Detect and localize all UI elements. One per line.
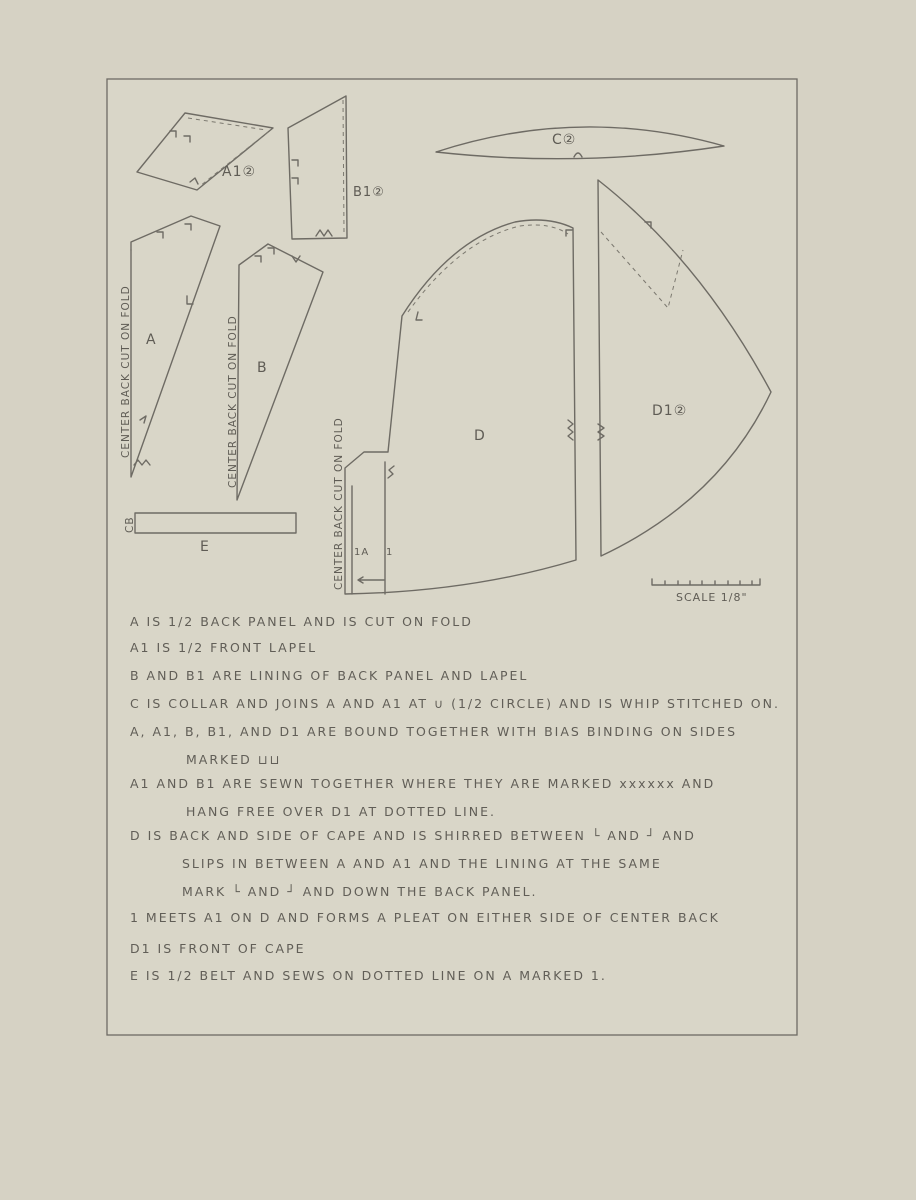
note-line-5: A, A1, B, B1, AND D1 ARE BOUND TOGETHER WITH BIAS BINDING ON SIDES: [130, 724, 737, 739]
note-line-4: C IS COLLAR AND JOINS A AND A1 AT ∪ (1/2 CIRCLE) AND IS WHIP STITCHED ON.: [130, 696, 780, 711]
note-line-10: SLIPS IN BETWEEN A AND A1 AND THE LINING AT THE SAME: [182, 856, 662, 871]
note-line-1: A IS 1/2 BACK PANEL AND IS CUT ON FOLD: [130, 614, 473, 629]
scale-label: SCALE 1/8": [676, 591, 748, 604]
piece-d1-label: D1②: [652, 403, 688, 419]
piece-b-label: B: [257, 360, 268, 376]
piece-e-cb-label: CB: [124, 516, 136, 533]
note-line-8: HANG FREE OVER D1 AT DOTTED LINE.: [186, 804, 496, 819]
piece-d-label: D: [474, 428, 486, 444]
note-line-12: 1 MEETS A1 ON D AND FORMS A PLEAT ON EITHER SIDE OF CENTER BACK: [130, 910, 720, 925]
piece-a-fold-label: CENTER BACK CUT ON FOLD: [120, 285, 132, 458]
note-line-3: B AND B1 ARE LINING OF BACK PANEL AND LAPEL: [130, 668, 529, 683]
note-line-14: E IS 1/2 BELT AND SEWS ON DOTTED LINE ON A MARKED 1.: [130, 968, 607, 983]
note-line-7: A1 AND B1 ARE SEWN TOGETHER WHERE THEY ARE MARKED xxxxxx AND: [130, 776, 716, 791]
note-line-11: MARK └ AND ┘ AND DOWN THE BACK PANEL.: [182, 884, 538, 899]
piece-d-fold-label: CENTER BACK CUT ON FOLD: [333, 417, 345, 590]
note-line-2: A1 IS 1/2 FRONT LAPEL: [130, 640, 318, 655]
piece-1a-label: 1A: [354, 547, 370, 558]
piece-e-label: E: [200, 539, 210, 555]
note-line-9: D IS BACK AND SIDE OF CAPE AND IS SHIRRED BETWEEN └ AND ┘ AND: [130, 828, 696, 843]
piece-b-fold-label: CENTER BACK CUT ON FOLD: [227, 315, 239, 488]
piece-c-label: C②: [552, 132, 577, 148]
piece-1-label: 1: [386, 547, 394, 558]
note-line-13: D1 IS FRONT OF CAPE: [130, 941, 306, 956]
piece-a-label: A: [146, 332, 157, 348]
piece-a1-label: A1②: [222, 164, 257, 180]
note-line-6: MARKED ⊔⊔: [186, 752, 282, 767]
piece-b1-label: B1②: [353, 185, 385, 200]
